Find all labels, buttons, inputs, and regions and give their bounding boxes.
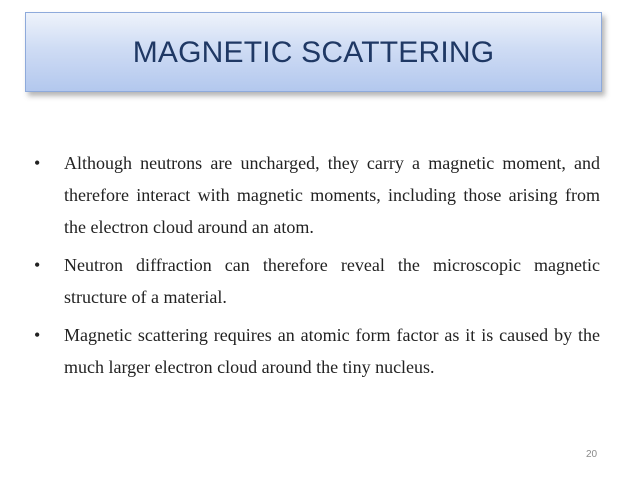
bullet-text: Magnetic scattering requires an atomic form factor as it is caused by the much larger electron cloud around the tiny nucleus. <box>64 325 600 377</box>
bullet-item <box>34 319 600 383</box>
bullet-item <box>34 147 600 243</box>
bullet-marker: • <box>34 153 41 173</box>
bullet-text: Neutron diffraction can therefore reveal the microscopic magnetic structure of a material. <box>64 255 600 307</box>
bullet-marker: • <box>34 255 41 275</box>
bullet-marker: • <box>34 325 41 345</box>
page-number: 20 <box>586 449 598 460</box>
bullet-text: Although neutrons are uncharged, they carry a magnetic moment, and therefore interact with magnetic moments, including those arising from the electron cloud around an atom. <box>64 153 600 237</box>
title-box <box>25 12 602 92</box>
bullet-list <box>34 147 600 389</box>
slide-title: MAGNETIC SCATTERING <box>132 36 495 69</box>
bullet-item <box>34 249 600 313</box>
